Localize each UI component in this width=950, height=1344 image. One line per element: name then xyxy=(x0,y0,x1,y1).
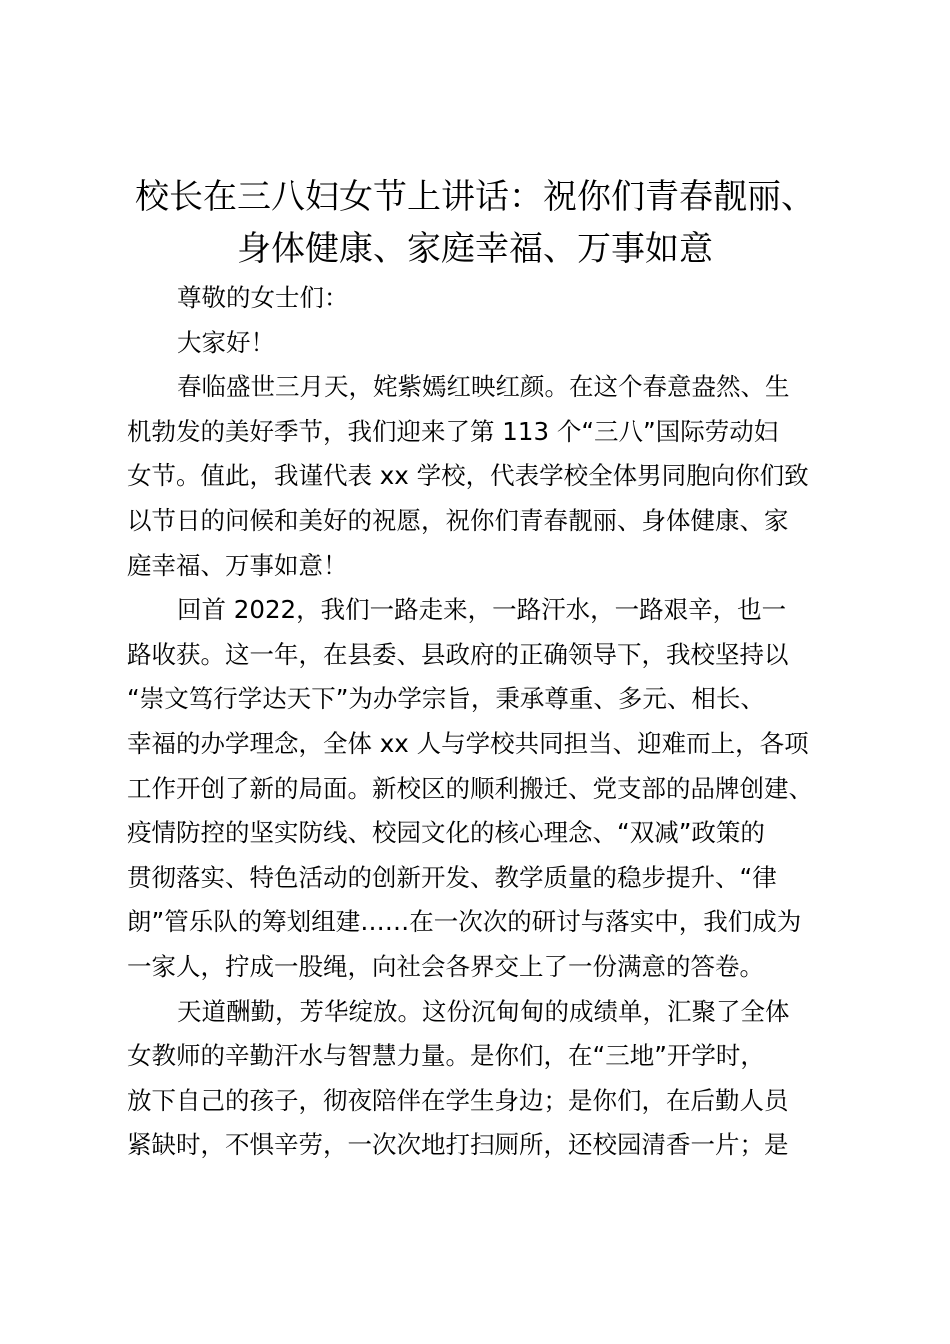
paragraph-2-line: 疫情防控的坚实防线、校园文化的核心理念、“双减”政策的 xyxy=(127,818,765,848)
paragraph-2-line: 贯彻落实、特色活动的创新开发、教学质量的稳步提升、“律 xyxy=(127,862,777,892)
paragraph-1-line: 春临盛世三月天，姹紫嫣红映红颜。在这个春意盎然、生 xyxy=(177,372,790,402)
paragraph-3-line: 女教师的辛勤汗水与智慧力量。是你们，在“三地”开学时， xyxy=(127,1041,765,1071)
paragraph-2-line: “崇文笃行学达天下”为办学宗旨，秉承尊重、多元、相长、 xyxy=(127,684,765,714)
paragraph-2-line: 工作开创了新的局面。新校区的顺利搬迁、党支部的品牌创建、 xyxy=(127,773,813,803)
salutation: 尊敬的女士们： xyxy=(177,283,349,312)
paragraph-3-line: 放下自己的孩子，彻夜陪伴在学生身边；是你们，在后勤人员 xyxy=(127,1085,789,1115)
paragraph-1-line: 女节。值此，我谨代表 xx 学校，代表学校全体男同胞向你们致 xyxy=(127,461,809,491)
paragraph-2-line: 回首 2022，我们一路走来，一路汗水，一路艰辛，也一 xyxy=(177,595,787,625)
paragraph-3-line: 紧缺时，不惧辛劳，一次次地打扫厕所，还校园清香一片；是 xyxy=(127,1130,789,1160)
document-title-line-2: 身体健康、家庭幸福、万事如意 xyxy=(237,229,713,269)
paragraph-2-line: 幸福的办学理念，全体 xx 人与学校共同担当、迎难而上，各项 xyxy=(127,728,809,758)
paragraph-2-line: 一家人，拧成一股绳，向社会各界交上了一份满意的答卷。 xyxy=(127,951,764,981)
paragraph-1-line: 以节日的问候和美好的祝愿，祝你们青春靓丽、身体健康、家 xyxy=(127,505,789,535)
paragraph-1-line: 庭幸福、万事如意！ xyxy=(127,550,348,580)
paragraph-3-line: 天道酬勤，芳华绽放。这份沉甸甸的成绩单，汇聚了全体 xyxy=(177,996,790,1026)
document-title-line-1: 校长在三八妇女节上讲话：祝你们青春靓丽、 xyxy=(135,177,815,217)
document-body xyxy=(127,276,837,1168)
paragraph-1-line: 机勃发的美好季节，我们迎来了第 113 个“三八”国际劳动妇 xyxy=(127,416,779,446)
paragraph-2-line: 朗”管乐队的筹划组建……在一次次的研讨与落实中，我们成为 xyxy=(127,907,802,937)
greeting: 大家好！ xyxy=(177,327,275,357)
paragraph-2-line: 路收获。这一年，在县委、县政府的正确领导下，我校坚持以 xyxy=(127,639,789,669)
